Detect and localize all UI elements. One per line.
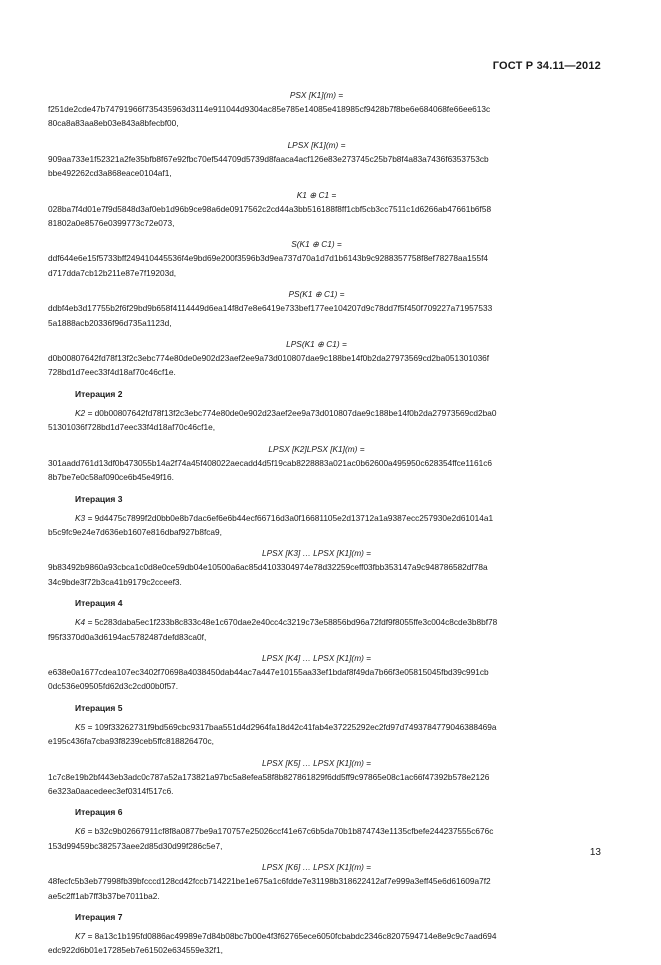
hex-line: 9b83492b9860a93cbca1c0d8e0ce59db04e10500a6ac85d4103304974e78d32259ceff03fbb353147a9c948786582df78a	[48, 562, 488, 573]
key-line: e195c436fa7cba93f8239ceb5ffc818826470c,	[48, 736, 214, 747]
key-value: b32c9b02667911cf8f8a0877be9a170757e25026ccf41e67c6b5da70b1b874743e1135cfbefe244237555c676c	[94, 826, 494, 837]
hex-line: 728bd1d7eec33f4d18af70c46cf1e.	[48, 367, 176, 378]
key-value: 9d4475c7899f2d0bb0e8b7dac6ef6e6b44ecf66716d3a0f16681105e2d13712a1a9387ecc257930e2d61014a1	[94, 512, 494, 523]
formula-block	[48, 237, 585, 280]
hex-line: 8b7be7e0c58af090ce6b45e49f16.	[48, 472, 174, 483]
standard-code: ГОСТ Р 34.11—2012	[492, 60, 601, 72]
formula-label: LPSX [K6] … LPSX [K1](m) =	[261, 862, 372, 873]
iteration-title: Итерация 7	[75, 912, 123, 922]
hex-line: 5a1888acb20336f96d735a1123d,	[48, 317, 172, 328]
formula-label: S(K1 ⊕ C1) =	[291, 239, 342, 250]
hex-line: 48fecfc5b3eb77998fb39bfcccd128cd42fccb714221be1e675a1c6fdde7e31198b318622412af7e999a3eff45e6d61609a7f2	[48, 876, 491, 887]
hex-line: e638e0a1677cdea107ec3402f70698a4038450dab44ac7a447e10155aa33ef1bdaf8f49da7b66f3e05815045fbd39c991cb	[48, 666, 489, 677]
hex-line: 301aadd761d13df0b473055b14a2f74a45f408022aecadd4d5f19cab8228883a021ac0b62600a495950c628354ffce1161c6	[48, 457, 493, 468]
hex-line: 0dc536e09505fd62d3c2cd00b0f57.	[48, 681, 179, 692]
key-line: 153d99459bc382573aee2d85d30d99f286c5e7,	[48, 840, 223, 851]
formula-label: LPSX [K1](m) =	[287, 139, 346, 150]
formula-block	[48, 651, 585, 694]
hex-line: 028ba7f4d01e7f9d5848d3af0eb1d96b9ce98a6de0917562c2cd44a3bb516188f8ff1cbf5cb3cc7511c1d6266ab47661b6f58	[48, 203, 492, 214]
hex-line: ddbf4eb3d17755b2f6f29bd9b658f4114449d6ea14f8d7e8e6419e733bef177ee104207d9c78dd7f5f450f709227a71957533	[48, 303, 493, 314]
formula-label: LPS(K1 ⊕ C1) =	[286, 339, 347, 350]
hex-line: ae5c2ff1ab7ff3b37be7011ba2.	[48, 890, 160, 901]
key-block	[48, 720, 585, 749]
key-line: edc922d6b01e17285eb7e61502e634559e32f1,	[48, 945, 223, 956]
key-line	[48, 615, 585, 629]
key-value: d0b00807642fd78f13f2c3ebc774e80de0e902d23aef2ee9a73d010807dae9c188be14f0b2da27973569cd2ba0	[94, 407, 497, 418]
key-value: 8a13c1b195fd0886ac49989e7d84b08bc7b00e4f3f62765ece6050fcbabdc2346c8207594714e8e9c9c7aad694	[94, 931, 497, 941]
formula-label: PS(K1 ⊕ C1) =	[288, 289, 345, 300]
hex-line: 34c9bde3f72b3ca41b9179c2cceef3.	[48, 576, 182, 587]
formula-label: LPSX [K3] … LPSX [K1](m) =	[261, 548, 372, 559]
formula-label: LPSX [K4] … LPSX [K1](m) =	[261, 652, 372, 663]
formula-block	[48, 756, 585, 799]
key-label: K5 =	[75, 721, 93, 732]
hex-line: 909aa733e1f52321a2fe35bfb8f67e92fbc70ef544709d5739d8faaca4acf126e83e273745c25b7b8f4a83a7436f6353753cb	[48, 153, 489, 164]
key-line: 51301036f728bd1d7eec33f4d18af70c46cf1e,	[48, 422, 216, 433]
key-line	[48, 720, 585, 734]
key-block	[48, 824, 585, 853]
key-block	[48, 929, 585, 958]
formula-block	[48, 442, 585, 485]
iteration-title: Итерация 4	[75, 598, 123, 609]
iteration-title: Итерация 6	[75, 807, 123, 818]
iteration-title: Итерация 5	[75, 702, 123, 713]
formula-label: PSX [K1](m) =	[289, 90, 344, 100]
key-block	[48, 615, 585, 644]
key-label: K6 =	[75, 826, 93, 837]
hex-line: f251de2cde47b74791966f735435963d3114e911044d9304ac85e785e14085e418985cf9428b7f8be6e684068fe66ee613c	[48, 104, 491, 114]
iteration-section	[48, 910, 585, 958]
formula-block	[48, 546, 585, 589]
hex-line: 80ca8a83aa8eb03e843a8bfecbf00,	[48, 118, 179, 129]
formula-block	[48, 860, 585, 903]
document-body	[48, 88, 585, 965]
hex-line: bbe492262cd3a868eace0104af1,	[48, 168, 172, 179]
formula-label: LPSX [K2]LPSX [K1](m) =	[268, 443, 365, 454]
hex-line: 6e323a0aacedeec3ef0314f517c6.	[48, 785, 174, 796]
hex-line: d0b00807642fd78f13f2c3ebc774e80de0e902d23aef2ee9a73d010807dae9c188be14f0b2da27973569cd2ba051301036f	[48, 353, 490, 364]
key-line: f95f3370d0a3d6194ac5782487defd83ca0f,	[48, 631, 207, 642]
page-header	[493, 60, 601, 72]
key-block	[48, 511, 585, 540]
key-line: b5c9fc9e24e7d636eb1607e816dbaf927b8fca9,	[48, 526, 222, 537]
key-line	[48, 511, 585, 525]
iteration-section	[48, 387, 585, 485]
key-value: 109f33262731f9bd569cbc9317baa551d4d2964fa18d42c41fab4e37225292ec2fd97d7493784779046388469a	[94, 721, 497, 732]
iteration-section	[48, 701, 585, 799]
formula-label: LPSX [K5] … LPSX [K1](m) =	[261, 757, 372, 768]
iteration-section	[48, 492, 585, 590]
formula-label: K1 ⊕ C1 =	[296, 189, 337, 200]
iteration-title: Итерация 3	[75, 493, 123, 504]
key-block	[48, 406, 585, 435]
page-number: 13	[589, 847, 601, 858]
key-line	[48, 929, 585, 943]
hex-line: 81802a0e8576e0399773c72e073,	[48, 218, 175, 229]
formula-block	[48, 188, 585, 231]
hex-line: d717dda7cb12b211e87e7f19203d,	[48, 267, 177, 278]
iteration-title: Итерация 2	[75, 388, 123, 399]
key-line	[48, 824, 585, 838]
key-label: K7 =	[75, 931, 93, 941]
key-value: 5c283daba5ec1f233b8c833c48e1c670dae2e40cc4c3219c73e58856bd96a72fdf9f8055ffe3c004c8cde3b8bf78	[94, 617, 498, 628]
key-line	[48, 406, 585, 420]
hex-line: 1c7c8e19b2bf443eb3adc0c787a52a173821a97bc5a8efea58f8b827861829f6dd5ff9c97865e08c1ac66f47392b578e2126	[48, 771, 490, 782]
formula-block	[48, 337, 585, 380]
key-label: K4 =	[75, 617, 93, 628]
formula-block	[48, 287, 585, 330]
iteration-section	[48, 596, 585, 694]
formula-block	[48, 138, 585, 181]
formula-block	[48, 88, 585, 131]
hex-line: ddf644e6e15f5733bff249410445536f4e9bd69e200f3596b3d9ea737d70a1d7d1b6143b9c9288357758f8ef78278aa155f4	[48, 253, 489, 264]
key-label: K3 =	[75, 512, 93, 523]
iteration-section	[48, 805, 585, 903]
key-label: K2 =	[75, 407, 93, 418]
